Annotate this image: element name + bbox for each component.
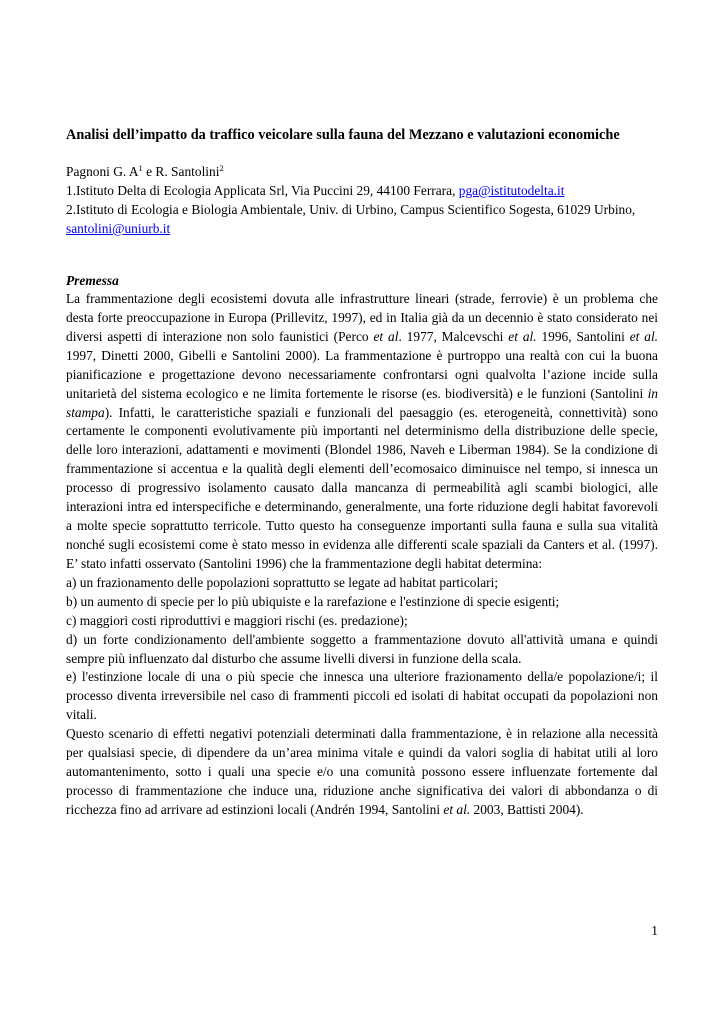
paragraph-2: Questo scenario di effetti negativi potenziali determinati dalla frammentazione, è in relazione alla necessità per qualsiasi specie, di dipendere da un’area minima vitale e quindi da valori soglia di habitat utili al loro automantenimento, sotto i quali una specie e/o una comunità possono essere influenzate fortemente dal processo di frammentazione che induce una, riduzione anche significativa dei valori di abbondanza o di ricchezza fino ad arrivare ad estinzioni locali (Andrén 1994, Santolini et al. 2003, Battisti 2004). xyxy=(66,726,658,817)
author-2: e R. Santolini xyxy=(142,164,220,179)
email-link-2[interactable]: santolini@uniurb.it xyxy=(66,221,171,236)
page-number: 1 xyxy=(651,923,658,938)
document-page xyxy=(66,126,658,820)
affiliation-1: 1.Istituto Delta di Ecologia Applicata Srl, Via Puccini 29, 44100 Ferrara, pga@istitutodelta.it xyxy=(66,183,565,198)
body-text xyxy=(66,290,658,820)
section-heading: Premessa xyxy=(66,273,119,288)
author-line xyxy=(66,162,658,181)
list-item-c: c) maggiori costi riproduttivi e maggiori rischi (es. predazione); xyxy=(66,612,408,628)
email-link-1[interactable]: pga@istitutodelta.it xyxy=(458,183,565,198)
author-block xyxy=(66,162,658,238)
list-item-e: e) l'estinzione locale di una o più specie che innesca una ulteriore frazionamento della/e popolazione/i; il processo diventa irreversibile nel caso di frammenti piccoli ed isolati di habitat occupati da popolazioni non vitali. xyxy=(66,669,658,723)
author-1-affiliation-mark: 1 xyxy=(138,163,143,173)
list-item-b: b) un aumento di specie per lo più ubiquiste e la rarefazione e l'estinzione di specie esigenti; xyxy=(66,593,560,609)
paragraph-1: La frammentazione degli ecosistemi dovuta alle infrastrutture lineari (strade, ferrovie) è un problema che desta forte preoccupazione in Europa (Prillevitz, 1997), ed in Italia già da un decennio è stato considerato nei diversi aspetti di interazione non solo faunistici (Perco et al. 1977, Malcevschi et al. 1996, Santolini et al. 1997, Dinetti 2000, Gibelli e Santolini 2000). La frammentazione è purtroppo una realtà con cui la buona pianificazione e progettazione devono necessariamente confrontarsi ogni qualvolta l’azione incide sulla unitarietà del sistema ecologico e ne limita fortemente le risorse (es. biodiversità) e le funzioni (Santolini in stampa). Infatti, le caratteristiche spaziali e funzionali del paesaggio (es. eterogeneità, connettività) sono certamente le componenti evolutivamente più importanti nel determinismo della distribuzione delle specie, delle loro interazioni, adattamenti e movimenti (Blondel 1986, Naveh e Liberman 1984). Se la condizione di frammentazione si accentua e la qualità degli elementi dell’ecomosaico diminuisce nel tempo, si innesca un processo di progressivo isolamento causato dalla mancanza di permeabilità agli scambi biologici, alle interazioni intra ed interspecifiche e determinando, generalmente, una forte riduzione degli habitat favorevoli a molte specie soprattutto terricole. Tutto questo ha conseguenze importanti sulla fauna e sulla sua vitalità nonché sugli ecosistemi come è stato messo in evidenza alle differenti scale spaziali da Canters et al. (1997). E’ stato infatti osservato (Santolini 1996) che la frammentazione degli habitat determina: xyxy=(66,291,659,571)
list-item-a: a) un frazionamento delle popolazioni soprattutto se legate ad habitat particolari; xyxy=(66,574,499,590)
author-2-affiliation-mark: 2 xyxy=(219,163,224,173)
paper-title: Analisi dell’impatto da traffico veicolare sulla fauna del Mezzano e valutazioni economiche xyxy=(66,127,620,143)
affiliation-2: 2.Istituto di Ecologia e Biologia Ambientale, Univ. di Urbino, Campus Scientifico Sogesta, 61029 Urbino, santolini@uniurb.it xyxy=(66,202,636,236)
author-1: Pagnoni G. A xyxy=(66,164,139,179)
list-item-d: d) un forte condizionamento dell'ambiente soggetto a frammentazione dovuto all'attività umana e quindi sempre più influenzato dal disturbo che assume livelli diversi in funzione della scala. xyxy=(66,631,658,666)
